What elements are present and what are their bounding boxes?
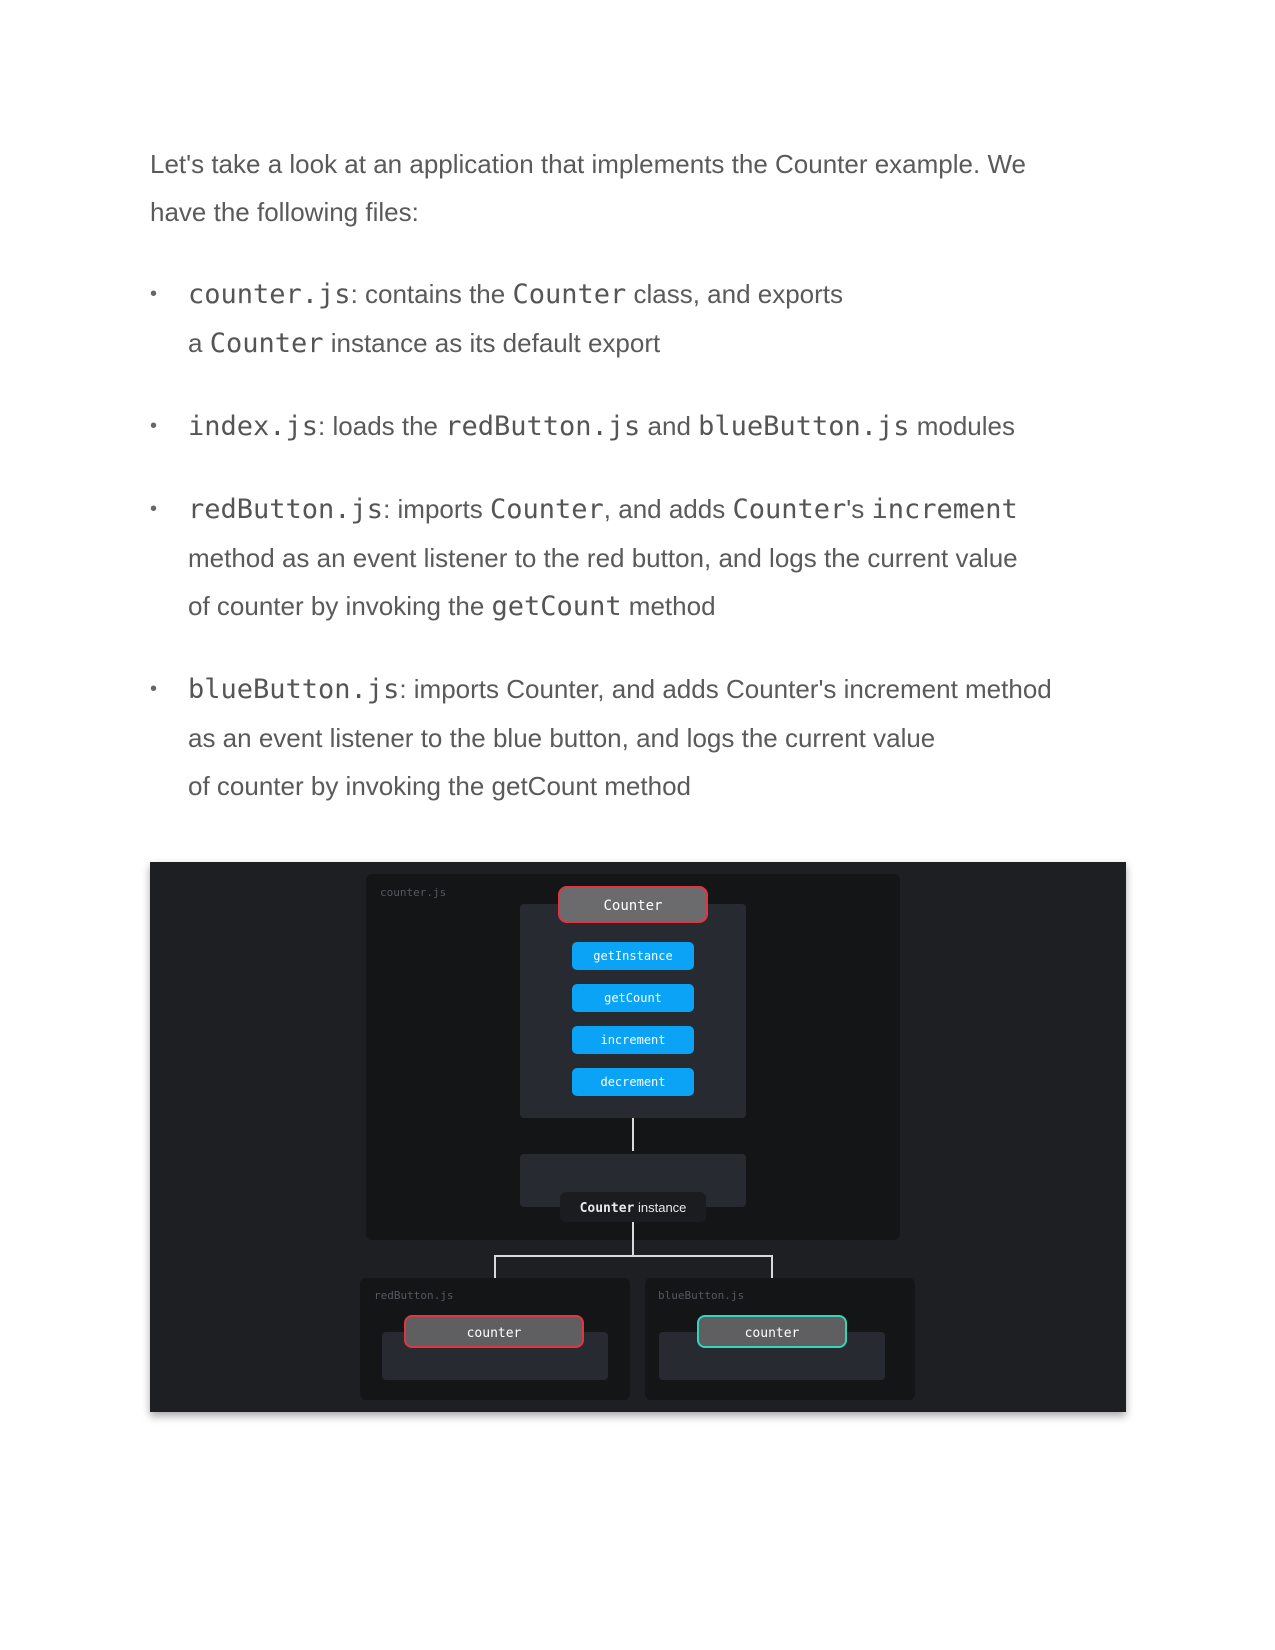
text-span: instance as its default export bbox=[323, 328, 661, 358]
blue-counter-label: counter bbox=[744, 1326, 800, 1341]
code-span: redButton.js bbox=[188, 494, 384, 525]
text-span: : imports bbox=[383, 494, 490, 524]
red-module-label: redButton.js bbox=[374, 1289, 454, 1302]
blue-module-label: blueButton.js bbox=[658, 1289, 745, 1302]
intro-line-2: have the following files: bbox=[150, 197, 419, 227]
text-span: of counter by invoking the bbox=[188, 591, 492, 621]
text-span: class, and exports bbox=[626, 279, 844, 309]
code-span: index.js bbox=[188, 411, 319, 442]
code-span: blueButton.js bbox=[698, 411, 910, 442]
text-span: method bbox=[621, 591, 716, 621]
counter-module-label: counter.js bbox=[380, 886, 447, 899]
code-span: increment bbox=[871, 494, 1018, 525]
instance-label bbox=[580, 1200, 687, 1216]
bullet-icon: • bbox=[150, 283, 158, 305]
file-item-line2 bbox=[188, 319, 1130, 368]
file-item-line3 bbox=[188, 762, 1130, 810]
file-item bbox=[150, 402, 1130, 451]
code-span: counter.js bbox=[188, 279, 351, 310]
text-span: : loads the bbox=[318, 411, 446, 441]
file-list bbox=[150, 270, 1130, 810]
file-item-line1 bbox=[188, 485, 1130, 534]
text-span: : imports Counter, and adds Counter's increment method bbox=[399, 674, 1052, 704]
file-item-line1 bbox=[188, 402, 1130, 451]
text-span: a bbox=[188, 328, 210, 358]
module-diagram bbox=[150, 862, 1126, 1412]
file-item-line3 bbox=[188, 582, 1130, 631]
file-item-line2 bbox=[188, 534, 1130, 582]
method-label: getInstance bbox=[593, 949, 673, 963]
method-label: getCount bbox=[604, 991, 662, 1005]
method-label: increment bbox=[600, 1033, 666, 1047]
code-span: Counter bbox=[209, 328, 324, 359]
text-span: as an event listener to the blue button, and logs the current value bbox=[188, 723, 936, 753]
text-span: and bbox=[640, 411, 699, 441]
code-span: Counter bbox=[732, 494, 847, 525]
bullet-icon: • bbox=[150, 415, 158, 437]
code-span: Counter bbox=[490, 494, 604, 525]
code-span: redButton.js bbox=[445, 411, 641, 442]
text-span: , and adds bbox=[603, 494, 733, 524]
file-item bbox=[150, 485, 1130, 631]
intro-line-1: Let's take a look at an application that implements the Counter example. We bbox=[150, 149, 1026, 179]
instance-label-text: instance bbox=[634, 1200, 687, 1215]
code-span: blueButton.js bbox=[188, 674, 400, 705]
file-item-line2 bbox=[188, 714, 1130, 762]
bullet-icon: • bbox=[150, 498, 158, 520]
bullet-icon: • bbox=[150, 678, 158, 700]
text-span: : contains the bbox=[350, 279, 513, 309]
text-span: modules bbox=[909, 411, 1015, 441]
red-counter-label: counter bbox=[466, 1326, 522, 1341]
file-item-line1 bbox=[188, 270, 1130, 319]
document-page bbox=[150, 140, 1130, 844]
text-span: method as an event listener to the red button, and logs the current value bbox=[188, 543, 1018, 573]
file-item bbox=[150, 270, 1130, 368]
method-label: decrement bbox=[600, 1075, 666, 1089]
instance-label-code: Counter bbox=[579, 1201, 635, 1216]
intro-paragraph bbox=[150, 140, 1130, 236]
counter-class-label: Counter bbox=[603, 898, 663, 914]
text-span: 's bbox=[846, 494, 872, 524]
file-item bbox=[150, 665, 1130, 810]
diagram-svg bbox=[150, 862, 1126, 1412]
code-span: getCount bbox=[491, 591, 622, 622]
text-span: of counter by invoking the getCount method bbox=[188, 771, 691, 801]
file-item-line1 bbox=[188, 665, 1130, 714]
code-span: Counter bbox=[512, 279, 627, 310]
